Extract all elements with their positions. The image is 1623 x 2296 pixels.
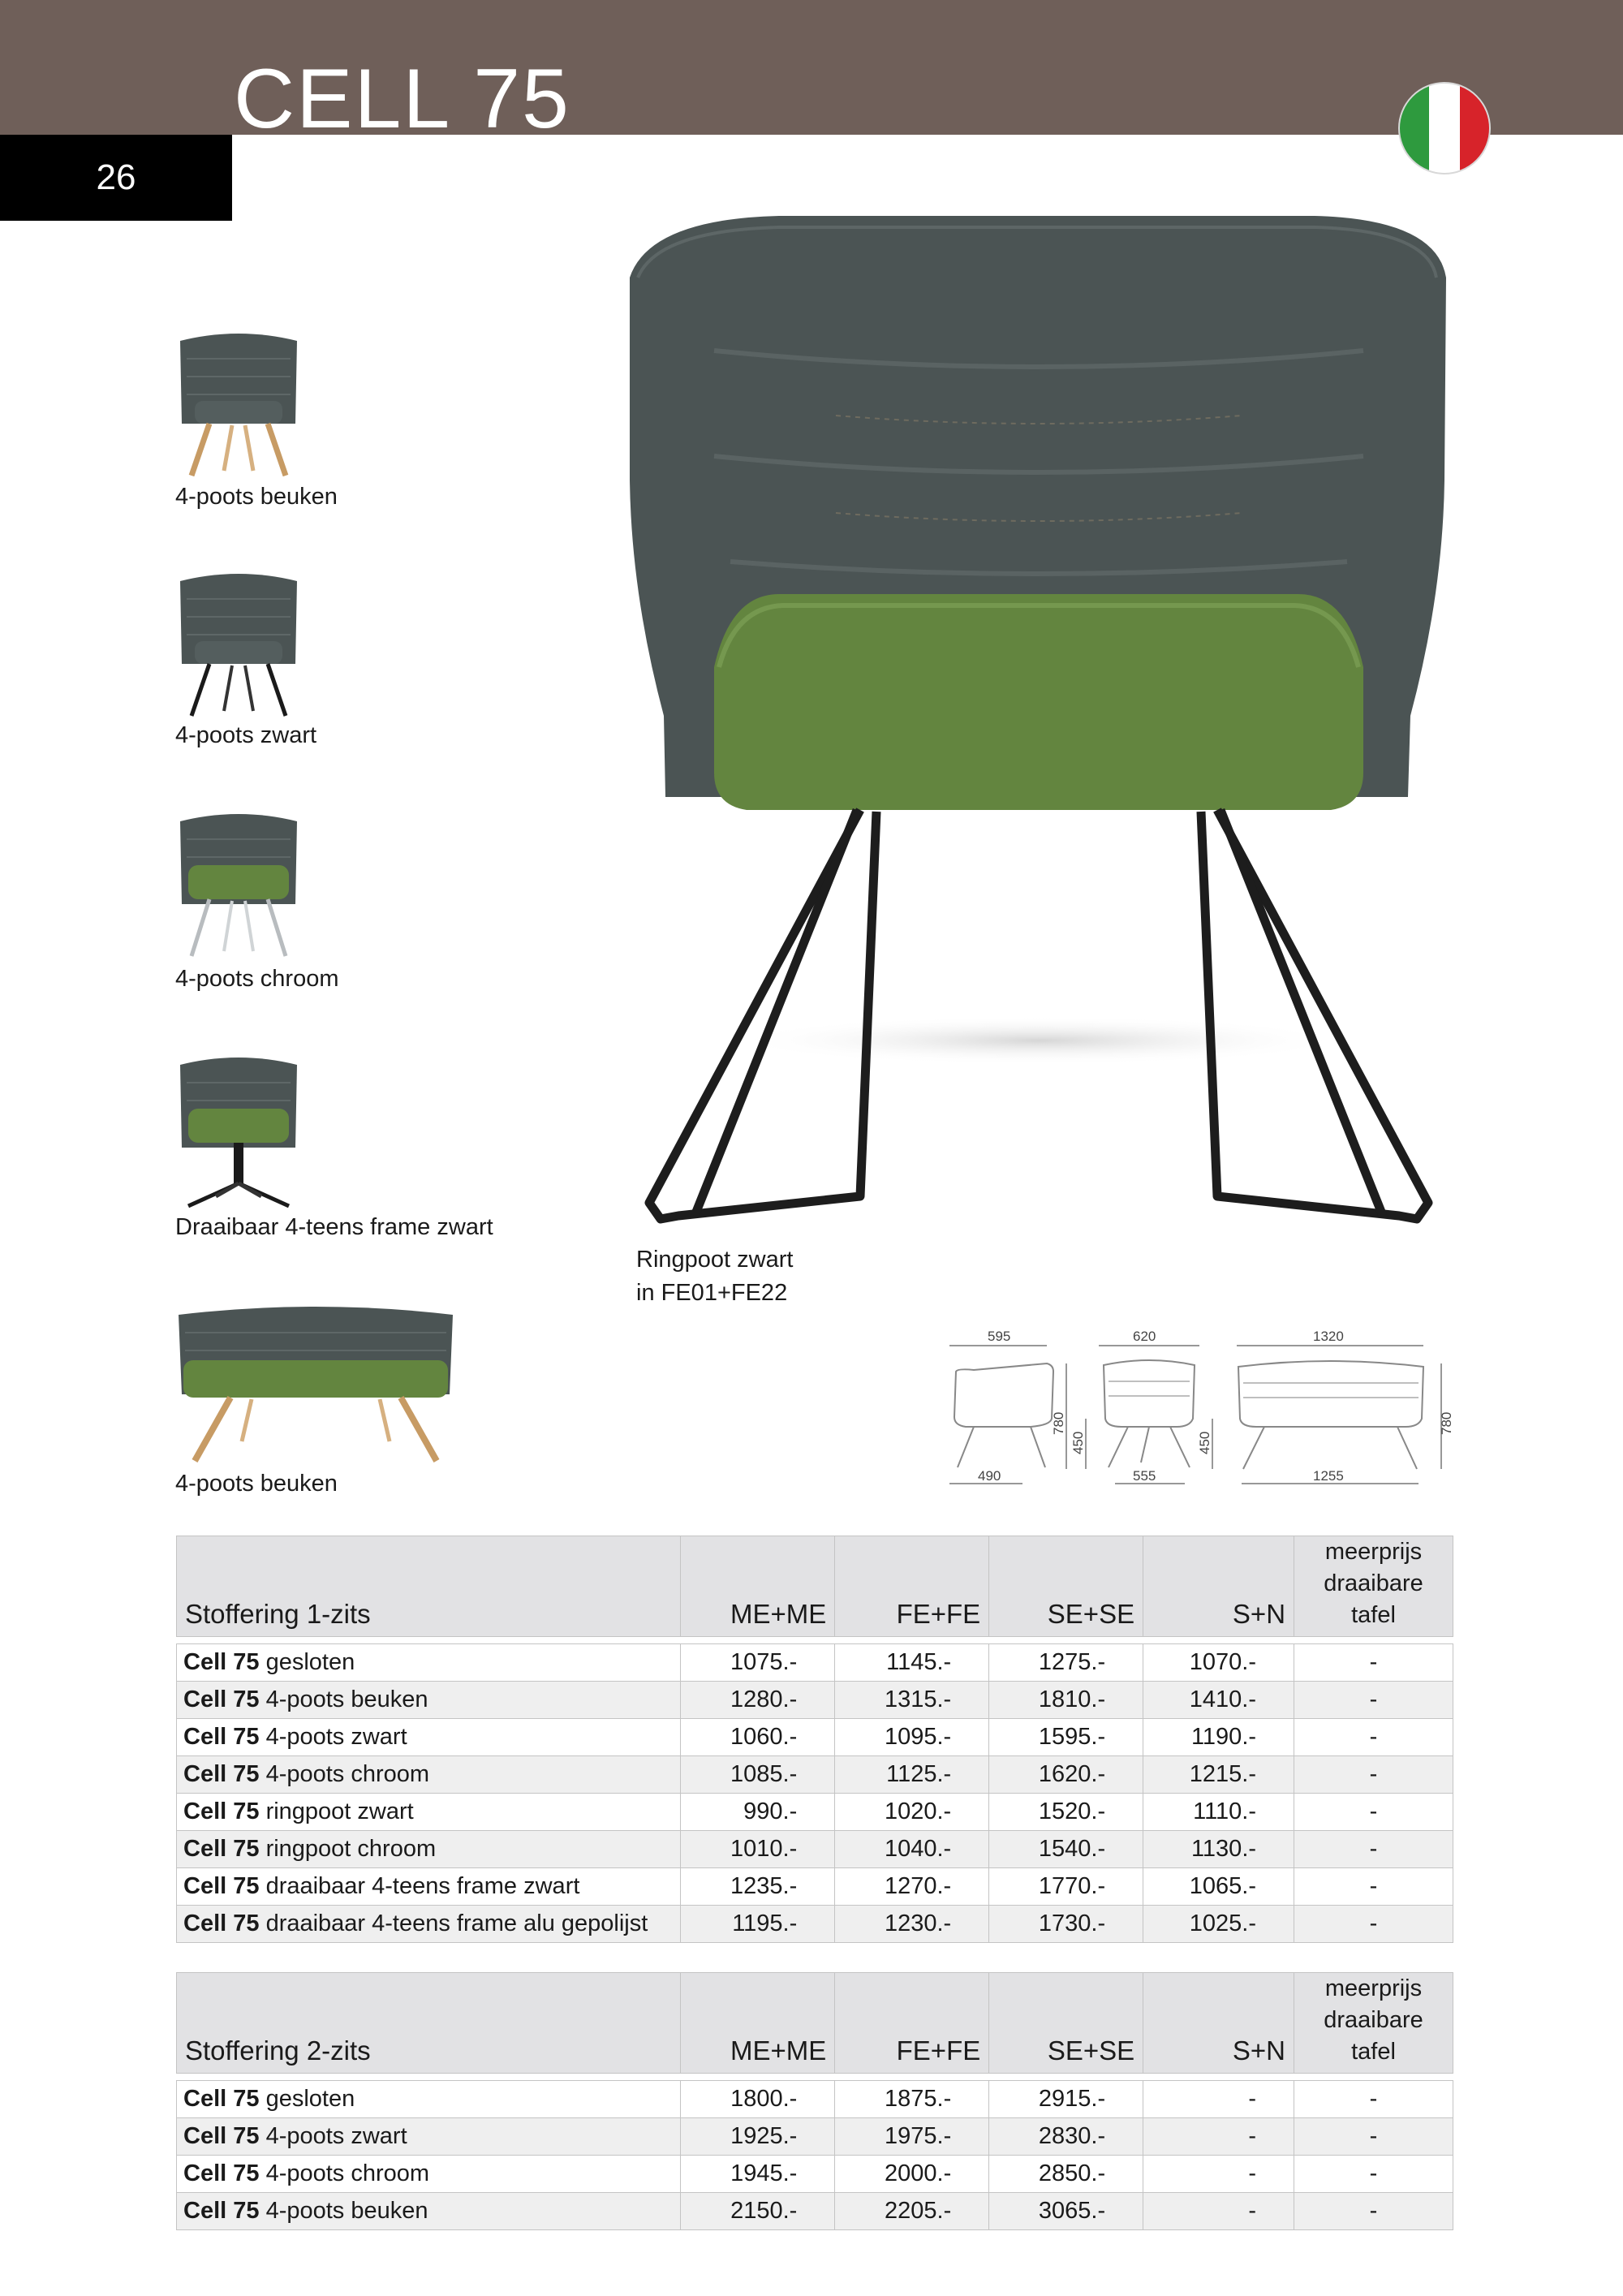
variant-thumb-swivel-frame (174, 1050, 304, 1213)
table-row (177, 1644, 1453, 1682)
surcharge-cell: - (1294, 1719, 1453, 1756)
price-cell: 3065.- (989, 2193, 1143, 2230)
italy-flag-icon (1397, 81, 1492, 175)
product-name-cell (177, 1644, 681, 1682)
price-cell: 1110.- (1143, 1794, 1294, 1831)
price-cell: 1130.- (1143, 1831, 1294, 1868)
product-variant: 4-poots chroom (265, 2160, 430, 2187)
product-model: Cell 75 (183, 1798, 260, 1825)
extra-line1: meerprijs (1324, 1539, 1423, 1565)
main-image-caption (636, 1243, 793, 1309)
product-model: Cell 75 (183, 1761, 260, 1788)
price-table-1-seat (176, 1536, 1453, 1943)
surcharge-cell: - (1294, 1756, 1453, 1794)
column-header-extra (1294, 1973, 1453, 2074)
product-name-cell (177, 1682, 681, 1719)
table-spacer (177, 1637, 1453, 1644)
product-model: Cell 75 (183, 1910, 260, 1937)
dim-side-width: 595 (988, 1329, 1011, 1344)
surcharge-cell: - (1294, 2193, 1453, 2230)
extra-line2: draaibare tafel (1324, 1570, 1423, 1629)
price-cell: 1070.- (1143, 1644, 1294, 1682)
product-variant: 4-poots zwart (265, 1724, 407, 1751)
price-cell: 1020.- (835, 1794, 989, 1831)
price-cell: 1190.- (1143, 1719, 1294, 1756)
surcharge-cell: - (1294, 1831, 1453, 1868)
product-name-cell (177, 2156, 681, 2193)
product-model: Cell 75 (183, 2198, 260, 2225)
spacer-cell (177, 2074, 1453, 2081)
main-chair-image (617, 213, 1461, 1235)
table-heading: Stoffering 2-zits (177, 1973, 681, 2074)
dim-sofa-height: 780 (1439, 1411, 1454, 1435)
product-variant: ringpoot chroom (265, 1836, 437, 1863)
price-cell: 1075.- (681, 1644, 835, 1682)
product-name-cell (177, 2193, 681, 2230)
extra-line2: draaibare tafel (1324, 2007, 1423, 2066)
table-row (177, 1868, 1453, 1906)
column-header: S+N (1143, 1536, 1294, 1637)
surcharge-cell: - (1294, 2156, 1453, 2193)
price-cell: 2205.- (835, 2193, 989, 2230)
product-variant: gesloten (265, 1649, 355, 1676)
price-cell: 1975.- (835, 2118, 989, 2156)
price-cell: 1875.- (835, 2081, 989, 2118)
price-cell: - (1143, 2081, 1294, 2118)
price-cell: 1925.- (681, 2118, 835, 2156)
price-cell: 2150.- (681, 2193, 835, 2230)
variant-thumb-black-legs (174, 566, 304, 721)
page-number: 26 (96, 157, 136, 197)
product-name-cell (177, 1719, 681, 1756)
column-header: FE+FE (835, 1536, 989, 1637)
product-name-cell (177, 1794, 681, 1831)
product-name-cell (177, 1756, 681, 1794)
price-cell: 1800.- (681, 2081, 835, 2118)
table-spacer (177, 2074, 1453, 2081)
product-variant: draaibaar 4-teens frame alu gepolijst (265, 1910, 648, 1937)
product-name-cell (177, 2118, 681, 2156)
surcharge-cell: - (1294, 1868, 1453, 1906)
product-model: Cell 75 (183, 1649, 260, 1676)
price-cell: 2850.- (989, 2156, 1143, 2193)
dim-sofa-base: 1255 (1313, 1468, 1344, 1484)
product-model: Cell 75 (183, 2160, 260, 2187)
product-variant: 4-poots chroom (265, 1761, 430, 1788)
variant-thumb-beech-legs (174, 326, 304, 480)
column-header-extra (1294, 1536, 1453, 1637)
price-cell: 1065.- (1143, 1868, 1294, 1906)
column-header: SE+SE (989, 1536, 1143, 1637)
price-cell: 1195.- (681, 1906, 835, 1943)
variant-label: 4-poots chroom (175, 966, 339, 992)
surcharge-cell: - (1294, 2118, 1453, 2156)
table-row (177, 1794, 1453, 1831)
surcharge-cell: - (1294, 1794, 1453, 1831)
column-header: FE+FE (835, 1973, 989, 2074)
product-model: Cell 75 (183, 1686, 260, 1713)
page-title: CELL 75 (234, 52, 570, 146)
price-cell: 990.- (681, 1794, 835, 1831)
product-variant: 4-poots beuken (265, 1686, 428, 1713)
main-caption-line1: Ringpoot zwart (636, 1247, 794, 1273)
price-cell: 1730.- (989, 1906, 1143, 1943)
dimension-drawings (941, 1323, 1477, 1501)
price-cell: 1040.- (835, 1831, 989, 1868)
product-variant: gesloten (265, 2086, 355, 2113)
price-cell: 1025.- (1143, 1906, 1294, 1943)
variant-thumb-sofa-beech (174, 1299, 458, 1465)
price-cell: 1770.- (989, 1868, 1143, 1906)
price-cell: 1620.- (989, 1756, 1143, 1794)
price-cell: 1145.- (835, 1644, 989, 1682)
table-row (177, 2193, 1453, 2230)
price-cell: 1010.- (681, 1831, 835, 1868)
table-row (177, 2156, 1453, 2193)
price-cell: 1410.- (1143, 1682, 1294, 1719)
price-cell: 1315.- (835, 1682, 989, 1719)
price-cell: 1060.- (681, 1719, 835, 1756)
table-row (177, 1906, 1453, 1943)
price-cell: 1275.- (989, 1644, 1143, 1682)
price-cell: 1280.- (681, 1682, 835, 1719)
dim-sofa-width: 1320 (1313, 1329, 1344, 1344)
product-name-cell (177, 2081, 681, 2118)
column-header: SE+SE (989, 1973, 1143, 2074)
surcharge-cell: - (1294, 1644, 1453, 1682)
price-cell: - (1143, 2193, 1294, 2230)
dim-side-height: 780 (1051, 1411, 1066, 1435)
price-cell: 1085.- (681, 1756, 835, 1794)
product-model: Cell 75 (183, 1724, 260, 1751)
product-variant: 4-poots beuken (265, 2198, 428, 2225)
price-cell: 1095.- (835, 1719, 989, 1756)
product-variant: draaibaar 4-teens frame zwart (265, 1873, 580, 1900)
price-cell: 2000.- (835, 2156, 989, 2193)
page-number-box (0, 135, 232, 221)
spacer-cell (177, 1637, 1453, 1644)
table-row (177, 1756, 1453, 1794)
dim-front-width: 620 (1133, 1329, 1156, 1344)
product-model: Cell 75 (183, 2086, 260, 2113)
product-variant: 4-poots zwart (265, 2123, 407, 2150)
table-row (177, 1682, 1453, 1719)
surcharge-cell: - (1294, 1682, 1453, 1719)
main-caption-line2: in FE01+FE22 (636, 1279, 788, 1306)
column-header: S+N (1143, 1973, 1294, 2074)
price-cell: 1230.- (835, 1906, 989, 1943)
price-cell: 1520.- (989, 1794, 1143, 1831)
price-table-2-seat (176, 1972, 1453, 2230)
table-heading: Stoffering 1-zits (177, 1536, 681, 1637)
variant-label: Draaibaar 4-teens frame zwart (175, 1214, 493, 1240)
price-cell: - (1143, 2118, 1294, 2156)
dim-front-base: 555 (1133, 1468, 1156, 1484)
variant-thumb-chrome-legs (174, 807, 304, 961)
price-cell: 1810.- (989, 1682, 1143, 1719)
price-cell: 1540.- (989, 1831, 1143, 1868)
product-variant: ringpoot zwart (265, 1798, 414, 1825)
product-name-cell (177, 1868, 681, 1906)
product-name-cell (177, 1906, 681, 1943)
variant-label: 4-poots beuken (175, 1471, 338, 1497)
product-model: Cell 75 (183, 1873, 260, 1900)
price-cell: 1595.- (989, 1719, 1143, 1756)
price-cell: 2830.- (989, 2118, 1143, 2156)
price-cell: - (1143, 2156, 1294, 2193)
product-name-cell (177, 1831, 681, 1868)
table-row (177, 1831, 1453, 1868)
price-cell: 1125.- (835, 1756, 989, 1794)
column-header: ME+ME (681, 1536, 835, 1637)
price-cell: 2915.- (989, 2081, 1143, 2118)
price-cell: 1235.- (681, 1868, 835, 1906)
surcharge-cell: - (1294, 2081, 1453, 2118)
column-header: ME+ME (681, 1973, 835, 2074)
dim-front-seat: 450 (1070, 1431, 1086, 1454)
table-row (177, 2081, 1453, 2118)
dim-sofa-seat: 450 (1197, 1431, 1212, 1454)
price-cell: 1215.- (1143, 1756, 1294, 1794)
dim-side-depth: 490 (978, 1468, 1001, 1484)
table-row (177, 1719, 1453, 1756)
product-model: Cell 75 (183, 1836, 260, 1863)
table-header-row (177, 1973, 1453, 2074)
variant-label: 4-poots beuken (175, 484, 338, 510)
table-header-row (177, 1536, 1453, 1637)
price-cell: 1270.- (835, 1868, 989, 1906)
surcharge-cell: - (1294, 1906, 1453, 1943)
extra-line1: meerprijs (1324, 1975, 1423, 2001)
variant-label: 4-poots zwart (175, 722, 317, 748)
product-model: Cell 75 (183, 2123, 260, 2150)
table-row (177, 2118, 1453, 2156)
price-cell: 1945.- (681, 2156, 835, 2193)
